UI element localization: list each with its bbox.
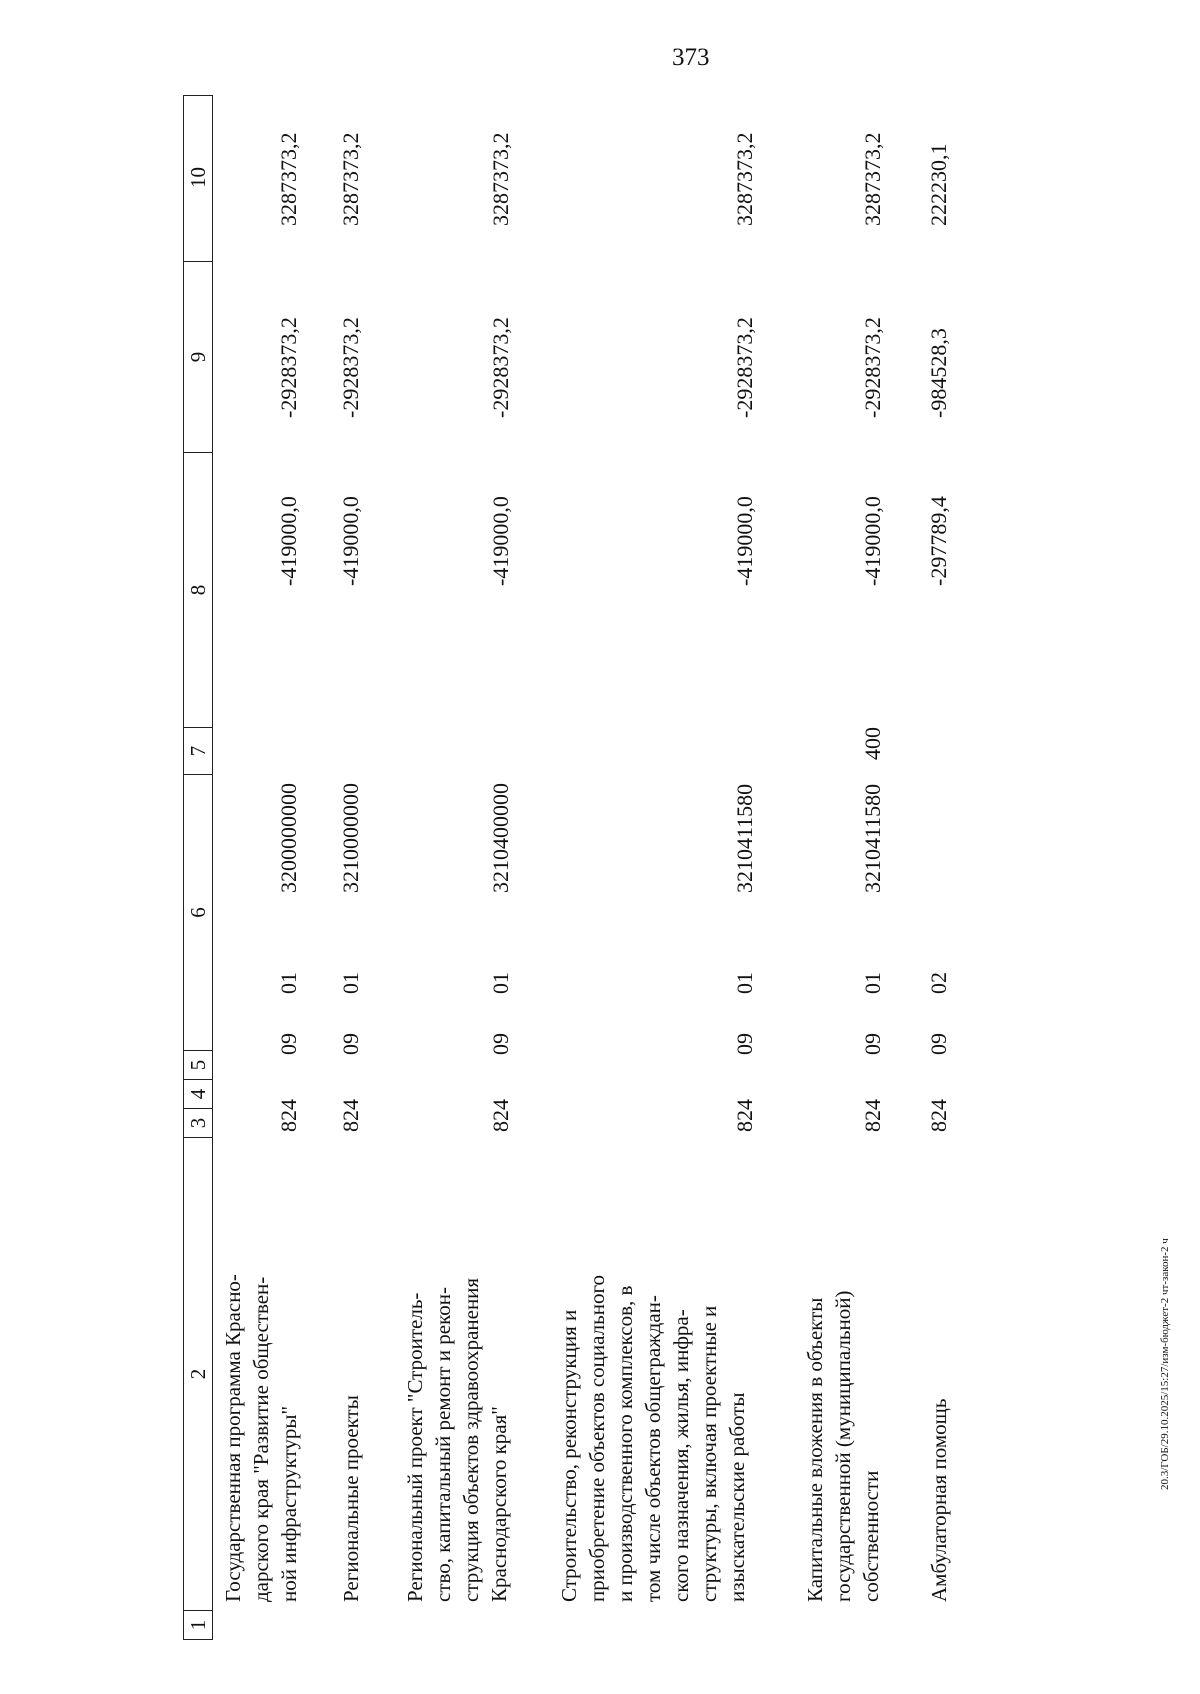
header-cell-9: 9 (184, 262, 212, 453)
cell-c4: 09 (732, 1033, 757, 1055)
row-description (219, 1152, 303, 1602)
row-description (401, 1152, 513, 1602)
cell-c5: 01 (276, 972, 301, 994)
cell-c6: 3210400000 (488, 783, 513, 893)
cell-c5: 01 (860, 972, 885, 994)
cell-c8: -297789,4 (926, 496, 951, 586)
desc-line: структуры, включая проектные и (697, 1305, 721, 1602)
desc-line: и производственного комплексов, в (613, 1285, 637, 1602)
cell-c4: 09 (860, 1033, 885, 1055)
desc-line: Капитальные вложения в объекты (803, 1297, 827, 1602)
row-description (925, 1152, 953, 1602)
desc-line: изыскательские работы (725, 1392, 749, 1602)
desc-line: Амбулаторная помощь (927, 1398, 951, 1602)
cell-c4: 09 (488, 1033, 513, 1055)
cell-c8: -419000,0 (276, 496, 301, 586)
cell-c10: 3287373,2 (860, 132, 885, 226)
cell-c6: 3210000000 (338, 783, 363, 893)
header-cell-6: 6 (184, 775, 212, 1051)
desc-line: ского назначения, жилья, инфра- (669, 1309, 693, 1602)
header-cell-7: 7 (184, 728, 212, 775)
cell-c10: 3287373,2 (488, 132, 513, 226)
cell-c9: -2928373,2 (488, 317, 513, 418)
header-cell-2: 2 (184, 1138, 212, 1611)
cell-c8: -419000,0 (488, 496, 513, 586)
footer-stamp: 20.3/ГОБ/29.10.2025/15:27/изм-бюджет-2 чт-закон-2 ч (1159, 1238, 1171, 1490)
desc-line: ство, капитальный ремонт и рекон- (431, 1287, 455, 1602)
cell-c3: 824 (276, 1099, 301, 1132)
cell-c5: 01 (732, 972, 757, 994)
cell-c3: 824 (338, 1099, 363, 1132)
cell-c10: 3287373,2 (338, 132, 363, 226)
rotated-table (183, 95, 1063, 1640)
desc-line: Государственная программа Красно- (221, 1274, 245, 1602)
header-cell-3: 3 (184, 1109, 212, 1138)
header-cell-1: 1 (186, 1619, 210, 1631)
cell-c5: 02 (926, 972, 951, 994)
cell-c8: -419000,0 (732, 496, 757, 586)
cell-c8: -419000,0 (860, 496, 885, 586)
table-header (183, 95, 213, 1640)
cell-c7: 400 (860, 727, 885, 760)
row-description (801, 1152, 885, 1602)
cell-c4: 09 (276, 1033, 301, 1055)
cell-c9: -2928373,2 (338, 317, 363, 418)
cell-c4: 09 (338, 1033, 363, 1055)
desc-line: Региональные проекты (339, 1395, 363, 1602)
desc-line: Строительство, реконструкция и (557, 1309, 581, 1602)
header-cell-4: 4 (184, 1080, 212, 1109)
cell-c8: -419000,0 (338, 496, 363, 586)
cell-c6: 3210411580 (732, 783, 757, 893)
desc-line: дарского края "Развитие обществен- (249, 1276, 273, 1602)
cell-c5: 01 (338, 972, 363, 994)
desc-line: струкция объектов здравоохранения (459, 1277, 483, 1602)
cell-c4: 09 (926, 1033, 951, 1055)
cell-c10: 222230,1 (926, 143, 951, 226)
cell-c9: -2928373,2 (732, 317, 757, 418)
cell-c3: 824 (926, 1099, 951, 1132)
desc-line: Региональный проект "Строитель- (403, 1292, 427, 1602)
desc-line: ной инфраструктуры" (277, 1405, 301, 1602)
cell-c10: 3287373,2 (732, 132, 757, 226)
cell-c6: 3210411580 (860, 783, 885, 893)
desc-line: приобретение объектов социального (585, 1274, 609, 1602)
header-cell-10: 10 (184, 94, 212, 262)
cell-c9: -2928373,2 (860, 317, 885, 418)
cell-c9: -984528,3 (926, 328, 951, 418)
header-cell-5: 5 (184, 1051, 212, 1080)
cell-c6: 3200000000 (276, 783, 301, 893)
page-number: 373 (672, 44, 710, 71)
cell-c9: -2928373,2 (276, 317, 301, 418)
desc-line: государственной (муниципальной) (831, 1290, 855, 1602)
cell-c3: 824 (732, 1099, 757, 1132)
header-cell-8: 8 (184, 453, 212, 728)
cell-c5: 01 (488, 972, 513, 994)
cell-c10: 3287373,2 (276, 132, 301, 226)
desc-line: собственности (859, 1470, 883, 1602)
desc-line: том числе объектов общеграждан- (641, 1295, 665, 1602)
cell-c3: 824 (860, 1099, 885, 1132)
row-description (555, 1152, 751, 1602)
desc-line: Краснодарского края" (487, 1406, 511, 1602)
cell-c3: 824 (488, 1099, 513, 1132)
row-description (337, 1152, 365, 1602)
